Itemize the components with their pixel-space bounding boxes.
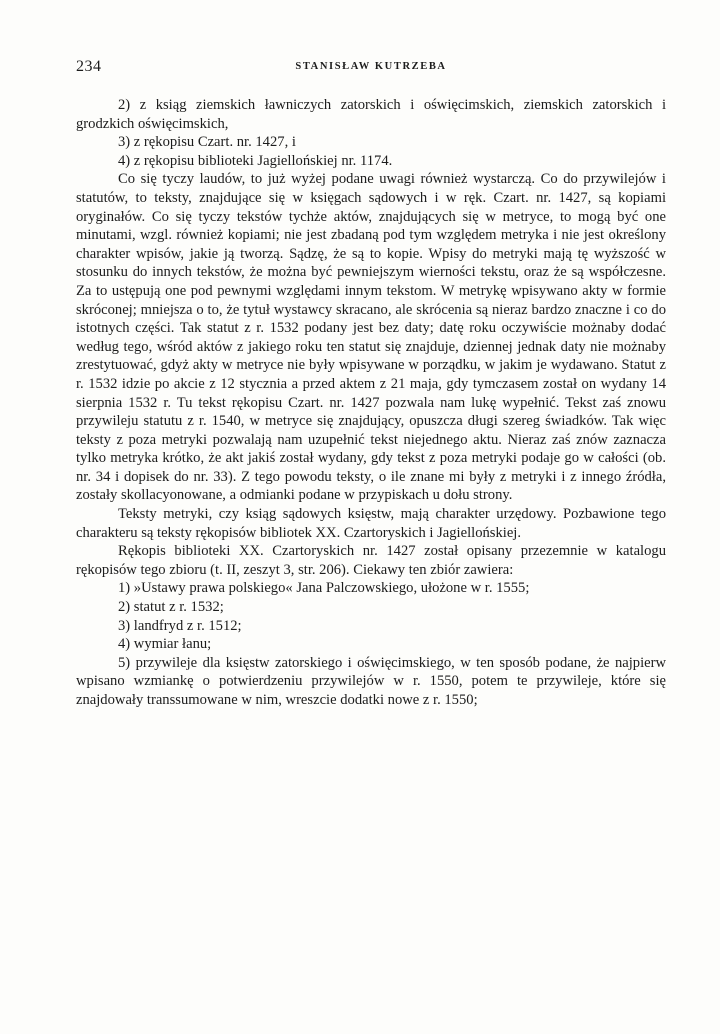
contents-item-1: 1) »Ustawy prawa polskiego« Jana Palczowskiego, ułożone w r. 1555;: [118, 580, 530, 597]
paragraph-sources: Co się tyczy laudów, to już wyżej podane uwagi również wystarczą. Co do przywilejów i statutów, to teksty, znajdujące się w księgach sądowych i w ręk. Czart. nr. 1427, są kopiami oryginałów. Co się tyczy tekstów tychże aktów, znajdujących się w metryce, to mogą być one minutami, wzgl. również kopiami; nie jest zbadaną pod tym względem metryka i nie jest określony charakter wpisów, jakie ją tworzą. Sądzę, że są to kopie. Wpisy do metryki mają tę wyższość w stosunku do innych tekstów, że można być pewniejszym wierności tekstu, oraz że są współczesne. Za to ustępują one pod pewnymi względami innym tekstom. W metrykę wpisywano akty w formie skróconej; mniejsza o to, że tytuł wystawcy skracano, ale skrócenia są nieraz bardzo znaczne i co do istotnych części. Tak statut z r. 1532 podany jest bez daty; datę roku oczywiście możnaby dodać według tego, wśród aktów z jakiego roku ten statut się znajduje, dziennej jednak daty nie możnaby zrestytuować, gdyż akty w metryce nie były wpisywane w porządku, w jakim je wydawano. Statut z r. 1532 idzie po akcie z 12 stycznia a przed aktem z 21 maja, gdy tymczasem został on wydany 14 sierpnia 1532 r. Tu tekst rękopisu Czart. nr. 1427 pozwala nam lukę wypełnić. Tekst zaś znowu przywileju statutu z r. 1540, w metryce się znajdujący, opuszcza długi szereg świadków. Tak więc teksty z poza metryki pozwalają nam uzupełnić tekst niejednego aktu. Nieraz zaś znów zaznacza tylko metryka krótko, że akt jakiś został wydany, gdy tekst z poza metryki podaje go w całości (ob. nr. 34 i dopisek do nr. 33). Z tego powodu teksty, o ile znane mi były z metryki i z innego źródła, zostały skollacyonowane, a odmianki podane w przypiskach u dołu strony.: [76, 171, 666, 504]
contents-item-3: 3) landfryd z r. 1512;: [118, 617, 242, 634]
page-header: [76, 58, 666, 78]
paragraph-official-texts: Teksty metryki, czy ksiąg sądowych księstw, mają charakter urzędowy. Pozbawione tego charakteru są teksty rękopisów bibliotek XX. Czartoryskich i Jagiellońskiej.: [76, 506, 666, 541]
page-number: 234: [76, 58, 102, 75]
contents-item-5: 5) przywileje dla księstw zatorskiego i oświęcimskiego, w ten sposób podane, że najpierw wpisano wzmiankę o potwierdzeniu przywilejów w r. 1550, potem te przywileje, które się znajdowały transsumowane w nim, wreszcie dodatki nowe z r. 1550;: [76, 654, 666, 708]
contents-item-4: 4) wymiar łanu;: [118, 636, 212, 653]
running-title: STANISŁAW KUTRZEBA: [295, 61, 447, 72]
list-item-4: 4) z rękopisu biblioteki Jagiellońskiej nr. 1174.: [118, 152, 393, 169]
paragraph-manuscript: Rękopis biblioteki XX. Czartoryskich nr. 1427 został opisany przezemnie w katalogu rękopisów tego zbioru (t. II, zeszyt 3, str. 206). Ciekawy ten zbiór zawiera:: [76, 543, 666, 578]
body-text: [76, 96, 666, 710]
list-item-2: 2) z ksiąg ziemskich ławniczych zatorskich i oświęcimskich, ziemskich zatorskich i grodzkich oświęcimskich,: [76, 97, 666, 132]
list-item-3: 3) z rękopisu Czart. nr. 1427, i: [118, 134, 296, 151]
contents-item-2: 2) statut z r. 1532;: [118, 599, 224, 616]
